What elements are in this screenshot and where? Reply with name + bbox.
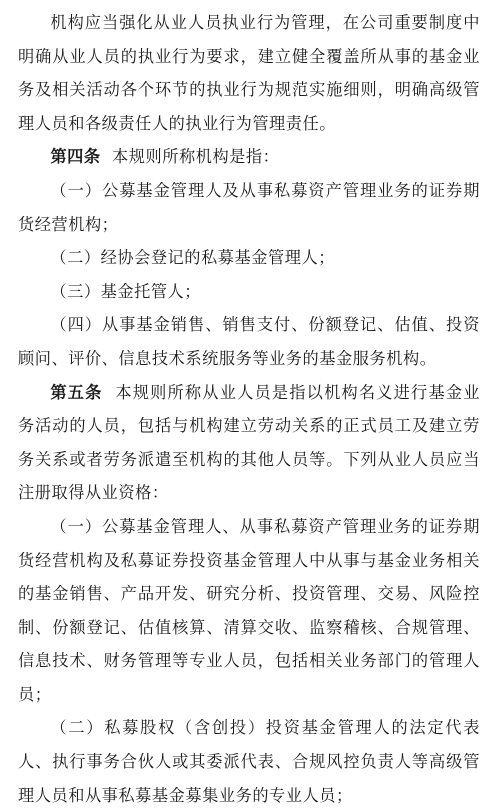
list-item-1 <box>18 174 480 241</box>
article-heading: 第四条 <box>50 147 101 167</box>
paragraph-text: （一）公募基金管理人、从事私募资产管理业务的证券期货经营机构及私募证券投资基金管理人中从事与基金业务相关的基金销售、产品开发、研究分析、投资管理、交易、风险控制、份额登记、估值核算、清算交收、监察稽核、合规管理、信息技术、财务管理等专业人员，包括相关业务部门的管理人员； <box>18 516 480 704</box>
paragraph-text: 机构应当强化从业人员执业行为管理，在公司重要制度中明确从业人员的执业行为要求，建立健全覆盖所从事的基金业务及相关活动各个环节的执业行为规范实施细则，明确高级管理人员和各级责任人的执业行为管理责任。 <box>18 13 480 133</box>
paragraph-text: （一）公募基金管理人及从事私募资产管理业务的证券期货经营机构； <box>18 180 480 234</box>
list-item-4 <box>18 308 480 375</box>
paragraph-text: （三）基金托管人； <box>50 281 202 301</box>
paragraph-text: （四）从事基金销售、销售支付、份额登记、估值、投资顾问、评价、信息技术系统服务等业务的基金服务机构。 <box>18 315 480 368</box>
paragraph-1 <box>18 6 480 140</box>
paragraph-text: （二）私募股权（含创投）投资基金管理人的法定代表人、执行事务合伙人或其委派代表、合规风控负责人等高级管理人员和从事私募基金募集业务的专业人员； <box>18 718 480 805</box>
article-heading: 第五条 <box>50 382 103 402</box>
article-4-paragraph <box>18 140 480 174</box>
paragraph-text: 本规则所称机构是指： <box>112 147 280 167</box>
list-item-2 <box>18 241 480 275</box>
paragraph-text: （二）经协会登记的私募基金管理人； <box>50 248 335 268</box>
list-item-6 <box>18 711 480 812</box>
paragraph-text: 本规则所称从业人员是指以机构名义进行基金业务活动的人员，包括与机构建立劳动关系的正式员工及建立劳务关系或者劳务派遣至机构的其他人员等。下列从业人员应当注册取得从业资格： <box>18 382 480 503</box>
list-item-3 <box>18 275 480 309</box>
list-item-5 <box>18 510 480 712</box>
article-5-paragraph <box>18 376 480 510</box>
